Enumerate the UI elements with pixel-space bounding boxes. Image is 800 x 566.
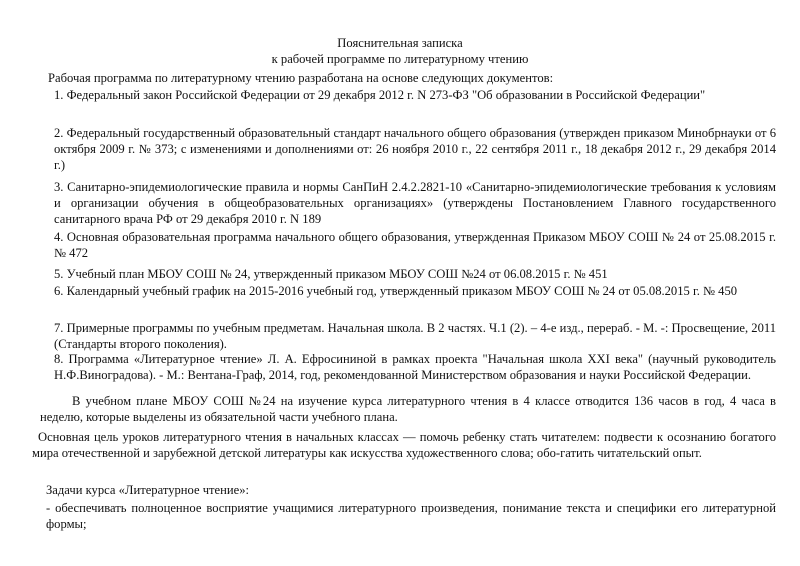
tasks-heading: Задачи курса «Литературное чтение»: (46, 483, 250, 497)
list-item-2: 2. Федеральный государственный образовательный стандарт начального общего образования (утвержден приказом Минобрнауки от 6 октября 2009 г. № 373; с изменениями и дополнениями от: 26 ноября 2010 г., 22 сентября 2011 г., 18 декабря 2012 г., 29 декабря 2014 г.) (54, 126, 776, 172)
list-item-4: 4. Основная образовательная программа начального общего образования, утвержденная Приказом МБОУ СОШ № 24 от 25.08.2015 г. № 472 (54, 230, 776, 260)
hours-paragraph: В учебном плане МБОУ СОШ №24 на изучение курса литературного чтения в 4 классе отводится 136 часов в год, 4 часа в неделю, которые выделены из обязательной части учебного плана. (40, 394, 776, 424)
list-item-1: 1. Федеральный закон Российской Федерации от 29 декабря 2012 г. N 273-ФЗ "Об образовании в Российской Федерации" (54, 88, 706, 102)
task-item-1: - обеспечивать полноценное восприятие учащимися литературного произведения, понимание текста и специфики его литературной формы; (46, 501, 776, 531)
goal-paragraph: Основная цель уроков литературного чтения в начальных классах — помочь ребенку стать читателем: подвести к осознанию богатого мира отечественной и зарубежной детской литературы как искусства художественного слова; обо-гатить читательский опыт. (32, 430, 776, 460)
intro-paragraph: Рабочая программа по литературному чтению разработана на основе следующих документов: (48, 71, 554, 85)
list-item-8: 8. Программа «Литературное чтение» Л. А. Ефросининой в рамках проекта "Начальная школа XXI века" (научный руководитель Н.Ф.Виноградова). - М.: Вентана-Граф, 2014, год, рекомендованной Министерством образования и науки Российской Федерации. (54, 352, 776, 382)
list-item-6: 6. Календарный учебный график на 2015-2016 учебный год, утвержденный приказом МБОУ СОШ № 24 от 05.08.2015 г. № 450 (54, 284, 738, 298)
document-title: Пояснительная записка (337, 36, 463, 50)
list-item-3: 3. Санитарно-эпидемиологические правила и нормы СанПиН 2.4.2.2821-10 «Санитарно-эпидемиологические требования к условиям и организации обучения в общеобразовательных организациях» (утверждены Постановлением Главного государственного санитарного врача РФ от 29 декабря 2010 г. N 189 (54, 180, 776, 226)
list-item-5: 5. Учебный план МБОУ СОШ № 24, утвержденный приказом МБОУ СОШ №24 от 06.08.2015 г. № 451 (54, 267, 608, 281)
document-subtitle: к рабочей программе по литературному чтению (271, 52, 529, 66)
list-item-7: 7. Примерные программы по учебным предметам. Начальная школа. В 2 частях. Ч.1 (2). – 4-е изд., перераб. - М. -: Просвещение, 2011 (Стандарты второго поколения). (54, 321, 776, 351)
